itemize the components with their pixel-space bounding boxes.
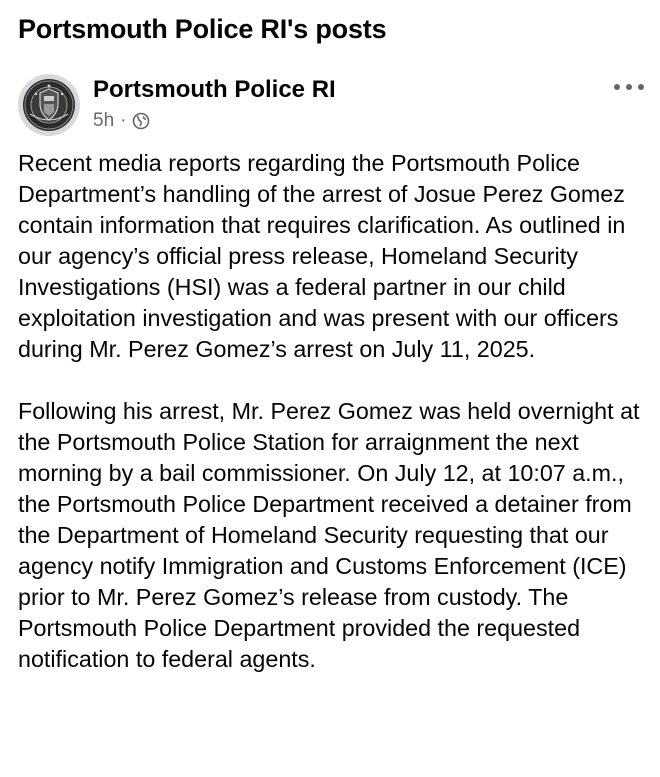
author-name[interactable]: Portsmouth Police RI [93,76,336,103]
more-dots-icon [626,84,632,90]
more-options-button[interactable] [614,80,644,94]
avatar[interactable] [18,74,80,136]
police-badge-icon [18,74,80,136]
post-card [0,66,660,672]
post-paragraph: Recent media reports regarding the Portsmouth Police Department’s handling of the arrest of Josue Perez Gomez contain information that requires clarification. As outlined in our agency’s official press release, Homeland Security Investigations (HSI) was a federal partner in our child exploitation investigation and was present with our officers during Mr. Perez Gomez’s arrest on July 11, 2025. [18,150,626,362]
page-title: Portsmouth Police RI's posts [18,14,387,44]
more-dots-icon [638,84,644,90]
post-timestamp[interactable]: 5h [93,110,115,131]
meta-separator: · [120,110,127,131]
post-header [0,66,660,142]
more-dots-icon [614,84,620,90]
post-paragraph: Following his arrest, Mr. Perez Gomez was held overnight at the Portsmouth Police Station for arraignment the next morning by a bail commissioner. On July 12, at 10:07 a.m., the Portsmouth Police Department received a detainer from the Department of Homeland Security requesting that our agency notify Immigration and Customs Enforcement (ICE) prior to Mr. Perez Gomez’s release from custody. The Portsmouth Police Department provided the requested notification to federal agents. [18,398,640,672]
globe-icon[interactable] [132,112,150,130]
post-body [18,148,648,706]
post-meta [93,110,150,132]
